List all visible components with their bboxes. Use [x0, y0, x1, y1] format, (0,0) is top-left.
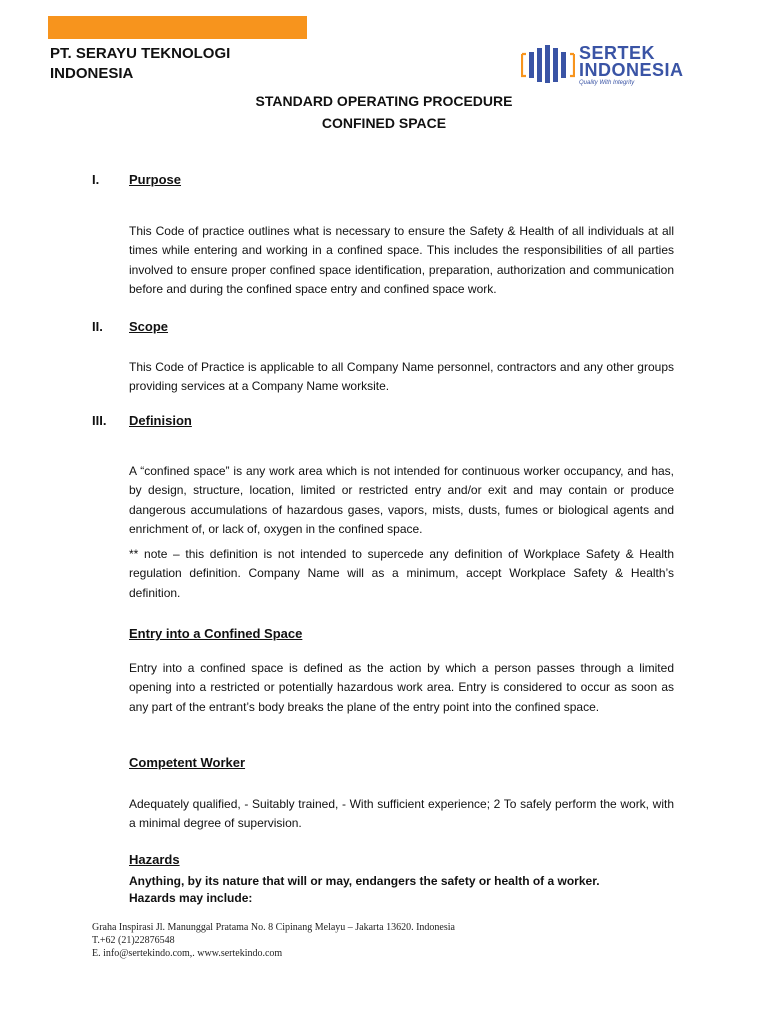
section-1-number: I. — [92, 172, 100, 187]
logo-name-2: INDONESIA — [579, 60, 684, 80]
header-orange-bar — [48, 16, 307, 39]
section-2-number: II. — [92, 319, 103, 334]
section-2-body: This Code of Practice is applicable to all Company Name personnel, contractors and any other groups providing services at a Company Name worksite. — [129, 360, 674, 394]
subsection-entry-title: Entry into a Confined Space — [129, 626, 303, 641]
section-1-body: This Code of practice outlines what is necessary to ensure the Safety & Health of all individuals at all times while entering and working in a confined space. This includes the responsibilities of all parties involved to ensure proper confined space identification, preparation, authorization and communication before and during the confined space entry and confined space work. — [129, 224, 674, 296]
section-1-title: Purpose — [129, 172, 182, 187]
subsection-hazards-body-line2: Hazards may include: — [129, 891, 253, 905]
section-3-title: Definision — [129, 413, 192, 428]
company-name-line2: INDONESIA — [50, 65, 134, 82]
document-title-line2: CONFINED SPACE — [321, 115, 447, 131]
sertek-logo-mark-icon — [521, 43, 575, 85]
footer-address: Graha Inspirasi Jl. Manunggal Pratama No. 8 Cipinang Melayu – Jakarta 13620. Indonesia — [92, 922, 455, 933]
company-name-line1: PT. SERAYU TEKNOLOGI — [50, 45, 231, 62]
subsection-hazards-title: Hazards — [129, 852, 180, 867]
section-3-note: ** note – this definition is not intended to supercede any definition of Workplace Safety & Health regulation definition. Company Name will as a minimum, accept Workplace Safety & Health’s definition. — [129, 547, 674, 600]
section-3-number: III. — [92, 413, 107, 428]
sertek-logo-text — [579, 45, 684, 86]
footer-email: E. info@sertekindo.com,. www.sertekindo.com — [92, 948, 283, 959]
sertek-logo — [521, 43, 691, 85]
subsection-hazards-body-line1: Anything, by its nature that will or may, endangers the safety or health of a worker. — [129, 874, 600, 888]
section-3-body: A “confined space” is any work area which is not intended for continuous worker occupancy, and has, by design, structure, location, limited or restricted entry and/or exit and may contain or produce dangerous accumulations of hazardous gases, vapors, mists, dusts, fumes or biological agents and enrichment of, or lack of, oxygen in the confined space. — [129, 464, 674, 536]
logo-tagline: Quality With Integrity — [579, 80, 635, 86]
page-footer — [92, 921, 455, 960]
footer-phone: T.+62 (21)22876548 — [92, 935, 175, 946]
company-name — [50, 44, 230, 84]
document-title-line1: STANDARD OPERATING PROCEDURE — [255, 93, 513, 109]
subsection-competent-title: Competent Worker — [129, 755, 246, 770]
document-title — [0, 90, 768, 134]
subsection-entry-body: Entry into a confined space is defined as the action by which a person passes through a limited opening into a restricted or potentially hazardous work area. Entry is considered to occur as soon as any part of the entrant’s body breaks the plane of the entry point into the confined space. — [129, 661, 674, 714]
logo-name-1: SERTEK — [579, 43, 656, 63]
section-2-title: Scope — [129, 319, 169, 334]
subsection-competent-body: Adequately qualified, - Suitably trained, - With sufficient experience; 2 To safely perform the work, with a minimal degree of supervision. — [129, 797, 674, 831]
